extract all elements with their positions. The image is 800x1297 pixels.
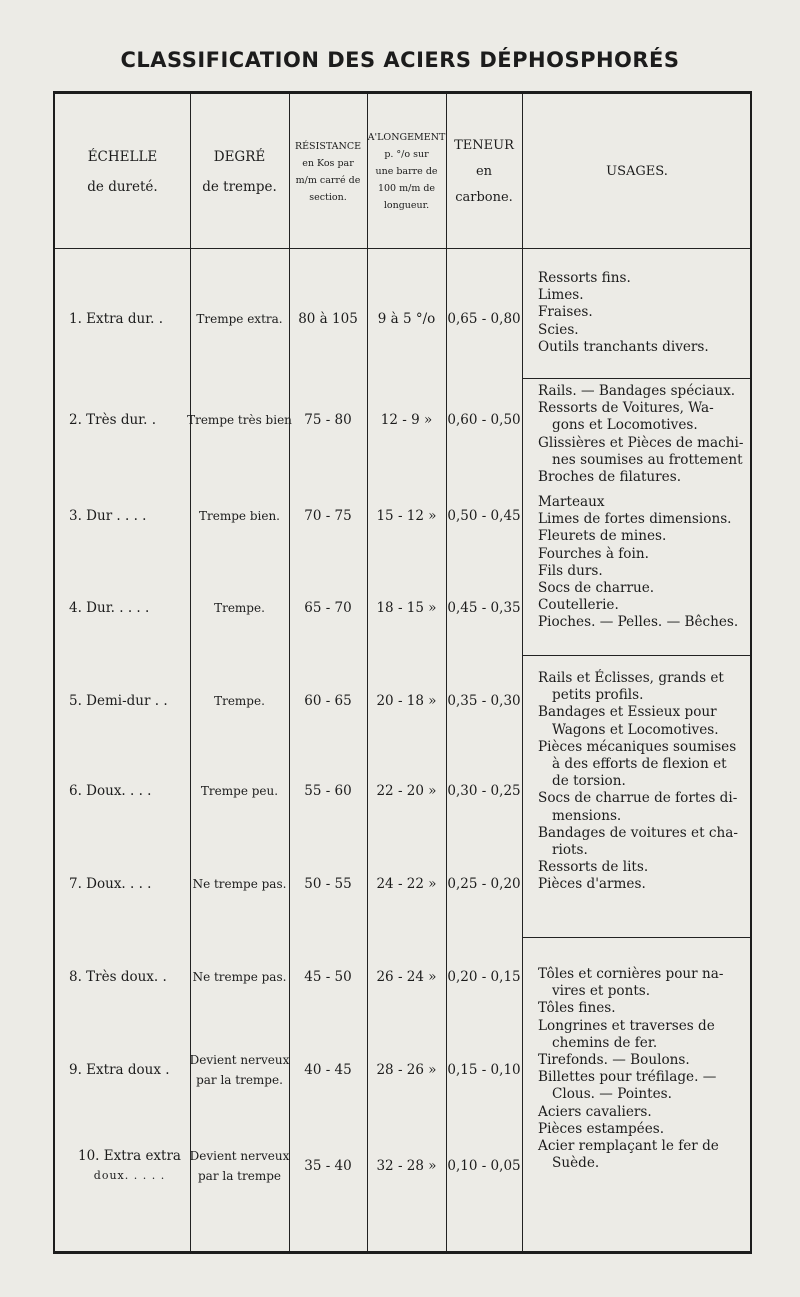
- cell-echelle: [55, 409, 190, 431]
- cell-text: Trempe très bien: [187, 413, 292, 427]
- cell-text: 40 - 45: [304, 1062, 352, 1078]
- cell-text: 28 - 26 »: [376, 1062, 437, 1078]
- cell-text: 9 à 5 °/o: [377, 311, 436, 327]
- cell-line: par la trempe: [197, 1169, 281, 1183]
- header-resistance: RÉSISTANCE en Kos par m/m carré de section.: [294, 140, 362, 203]
- usage-group: Tôles et cornières pour na- vires et ponts. Tôles fines. Longrines et traverses de chemins de fer. Tirefonds. — Boulons. Billettes pour tréfilage. — Clous. — Pointes. Aciers cavaliers. Pièces estampées. Acier remplaçant le fer de Suède.: [538, 966, 724, 1172]
- cell-text: Trempe peu.: [200, 784, 279, 798]
- cell-text: 0,25 - 0,20: [447, 876, 521, 892]
- cell-allongement: [367, 1059, 446, 1081]
- cell-allongement: [367, 780, 446, 802]
- cell-echelle: [55, 597, 190, 619]
- cell-text: 24 - 22 »: [376, 876, 437, 892]
- cell-text: 55 - 60: [304, 783, 352, 799]
- cell-degre: [190, 873, 289, 895]
- cell-teneur: [446, 1059, 522, 1081]
- cell-text: 1. Extra dur. .: [69, 311, 164, 327]
- cell-resistance: [289, 690, 367, 712]
- cell-text: 26 - 24 »: [376, 969, 437, 985]
- cell-degre: [190, 597, 289, 619]
- group-rule: [522, 937, 750, 938]
- cell-text: 0,50 - 0,45: [447, 508, 521, 524]
- classification-table: [53, 91, 752, 1254]
- cell-resistance: [289, 1155, 367, 1177]
- cell-text: Trempe bien.: [199, 509, 280, 523]
- cell-degre: [190, 780, 289, 802]
- header-echelle: ÉCHELLE de dureté.: [87, 148, 158, 195]
- cell-resistance: [289, 597, 367, 619]
- cell-text: 35 - 40: [304, 1158, 352, 1174]
- cell-resistance: [289, 409, 367, 431]
- cell-text: 0,35 - 0,30: [447, 693, 521, 709]
- cell-teneur: [446, 409, 522, 431]
- cell-text: 3. Dur . . . .: [69, 508, 147, 524]
- cell-resistance: [289, 966, 367, 988]
- cell-teneur: [446, 690, 522, 712]
- cell-allongement: [367, 966, 446, 988]
- cell-text: 0,20 - 0,15: [447, 969, 521, 985]
- cell-teneur: [446, 505, 522, 527]
- cell-degre: [190, 505, 289, 527]
- cell-text: 80 à 105: [298, 311, 358, 327]
- cell-text: 0,65 - 0,80: [447, 311, 521, 327]
- cell-text: 18 - 15 »: [376, 600, 437, 616]
- cell-echelle: [55, 873, 190, 895]
- cell-allongement: [367, 505, 446, 527]
- cell-text: 12 - 9 »: [380, 412, 433, 428]
- cell-echelle: [55, 1059, 190, 1081]
- cell-text: Ne trempe pas.: [192, 970, 287, 984]
- cell-echelle: [55, 966, 190, 988]
- cell-allongement: [367, 597, 446, 619]
- cell-text: Trempe extra.: [196, 312, 283, 326]
- group-rule: [522, 655, 750, 656]
- cell-teneur: [446, 597, 522, 619]
- cell-allongement: [367, 1155, 446, 1177]
- usage-group: Marteaux Limes de fortes dimensions. Fleurets de mines. Fourches à foin. Fils durs. Socs de charrue. Coutellerie. Pioches. — Pelles. — Bêches.: [538, 494, 739, 631]
- cell-text: 45 - 50: [304, 969, 352, 985]
- cell-line: Devient nerveux: [189, 1149, 290, 1163]
- cell-text: 8. Très doux. .: [69, 969, 167, 985]
- cell-resistance: [289, 873, 367, 895]
- page-title: CLASSIFICATION DES ACIERS DÉPHOSPHORÉS: [120, 48, 680, 72]
- cell-text: 2. Très dur. .: [69, 412, 157, 428]
- cell-allongement: [367, 690, 446, 712]
- cell-degre: [190, 308, 289, 330]
- cell-text: 15 - 12 »: [376, 508, 437, 524]
- cell-degre: [190, 1048, 289, 1092]
- cell-text: 50 - 55: [304, 876, 352, 892]
- cell-degre: [187, 409, 292, 431]
- cell-text: 65 - 70: [304, 600, 352, 616]
- cell-line: 10. Extra extra: [78, 1148, 181, 1164]
- cell-echelle: [55, 690, 190, 712]
- cell-echelle: [55, 308, 190, 330]
- header-usages: USAGES.: [606, 164, 668, 179]
- header-allongement: A'LONGEMENT p. °/o sur une barre de 100 m/m de longueur.: [367, 132, 446, 211]
- cell-resistance: [289, 1059, 367, 1081]
- cell-text: 5. Demi-dur . .: [69, 693, 168, 709]
- cell-resistance: [289, 308, 367, 330]
- cell-degre: [190, 1144, 289, 1188]
- cell-line: doux. . . . .: [93, 1169, 166, 1182]
- header-degre: DEGRÉ de trempe.: [202, 148, 277, 195]
- cell-text: 9. Extra doux .: [69, 1062, 170, 1078]
- cell-text: 0,15 - 0,10: [447, 1062, 521, 1078]
- cell-degre: [190, 690, 289, 712]
- cell-text: 60 - 65: [304, 693, 352, 709]
- cell-allongement: [367, 409, 446, 431]
- cell-teneur: [446, 780, 522, 802]
- cell-text: Ne trempe pas.: [192, 877, 287, 891]
- cell-allongement: [367, 308, 446, 330]
- cell-text: 70 - 75: [304, 508, 352, 524]
- cell-text: 4. Dur. . . . .: [69, 600, 150, 616]
- cell-echelle: [55, 505, 190, 527]
- cell-text: Trempe.: [214, 601, 265, 615]
- cell-text: 0,30 - 0,25: [447, 783, 521, 799]
- cell-text: 6. Doux. . . .: [69, 783, 152, 799]
- cell-line: Devient nerveux: [189, 1053, 290, 1067]
- cell-text: 0,10 - 0,05: [447, 1158, 521, 1174]
- cell-teneur: [446, 966, 522, 988]
- cell-teneur: [446, 308, 522, 330]
- cell-text: Trempe.: [214, 694, 265, 708]
- usage-group: Rails. — Bandages spéciaux. Ressorts de Voitures, Wa- gons et Locomotives. Glissières et Pièces de machi- nes soumises au frottement Broches de filatures.: [538, 383, 744, 486]
- cell-text: 0,45 - 0,35: [447, 600, 521, 616]
- cell-degre: [190, 966, 289, 988]
- cell-line: par la trempe.: [196, 1073, 283, 1087]
- column-rule: [522, 94, 523, 1251]
- cell-resistance: [289, 780, 367, 802]
- usage-group: Ressorts fins. Limes. Fraises. Scies. Outils tranchants divers.: [538, 270, 709, 355]
- cell-text: 0,60 - 0,50: [447, 412, 521, 428]
- header-teneur: TENEUR en carbone.: [454, 137, 514, 205]
- cell-allongement: [367, 873, 446, 895]
- usage-group: Rails et Éclisses, grands et petits profils. Bandages et Essieux pour Wagons et Locomotives. Pièces mécaniques soumises à des efforts de flexion et de torsion. Socs de charrue de fortes di- mensions. Bandages de voitures et cha- riots. Ressorts de lits. Pièces d'armes.: [538, 670, 738, 893]
- cell-text: 7. Doux. . . .: [69, 876, 152, 892]
- cell-echelle: [55, 780, 190, 802]
- cell-resistance: [289, 505, 367, 527]
- group-rule: [522, 378, 750, 379]
- cell-text: 20 - 18 »: [376, 693, 437, 709]
- cell-text: 22 - 20 »: [376, 783, 437, 799]
- cell-teneur: [446, 873, 522, 895]
- cell-teneur: [446, 1155, 522, 1177]
- cell-text: 32 - 28 »: [376, 1158, 437, 1174]
- cell-echelle: [55, 1144, 190, 1188]
- cell-text: 75 - 80: [304, 412, 352, 428]
